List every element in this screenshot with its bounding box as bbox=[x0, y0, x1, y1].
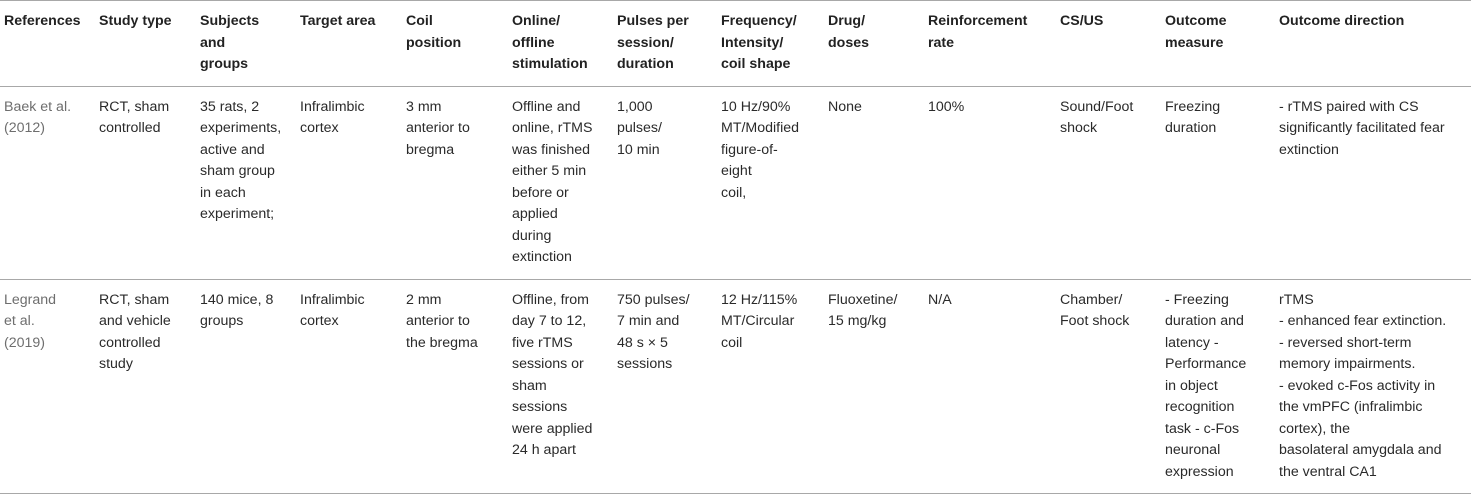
cell-text-line: RCT, sham bbox=[99, 98, 170, 115]
cell-text-line: sessions bbox=[512, 399, 568, 415]
table-cell-pulses-per-session bbox=[613, 86, 717, 279]
cell-text-line: 15 mg/kg bbox=[828, 313, 887, 329]
header-text-line: stimulation bbox=[512, 56, 588, 72]
cell-text-line: in object bbox=[1165, 377, 1218, 394]
header-text-line: Reinforcement bbox=[928, 13, 1028, 29]
cell-text-line: Fluoxetine/ bbox=[828, 291, 898, 308]
table-cell-subjects-and-groups bbox=[196, 86, 296, 279]
cell-text-line: None bbox=[828, 98, 862, 115]
column-header-online-offline-stimulation bbox=[508, 1, 613, 87]
cell-text-line: during bbox=[512, 227, 552, 244]
column-header-references bbox=[0, 1, 95, 87]
cell-text-line: Sound/Foot bbox=[1060, 98, 1134, 115]
cell-text-line: pulses/ bbox=[617, 120, 662, 136]
cell-text-line: 3 mm bbox=[406, 98, 442, 115]
column-header-frequency-intensity-coil-shape bbox=[717, 1, 824, 87]
table-cell-study-type bbox=[95, 279, 196, 494]
cell-text-line: neuronal bbox=[1165, 442, 1221, 458]
cell-text-line: RCT, sham bbox=[99, 291, 170, 308]
cell-text-line: 750 pulses/ bbox=[617, 291, 690, 308]
cell-text-line: were applied bbox=[512, 420, 593, 437]
header-text-line: References bbox=[4, 13, 81, 29]
table-cell-online-offline-stimulation bbox=[508, 279, 613, 494]
header-text-line: coil shape bbox=[721, 56, 791, 72]
cell-text-line: cortex bbox=[300, 313, 339, 329]
header-text-line: groups bbox=[200, 56, 249, 72]
cell-text-line: sessions bbox=[617, 356, 673, 372]
header-text-line: Coil bbox=[406, 13, 433, 29]
cell-text-line: day 7 to 12, bbox=[512, 313, 587, 329]
cell-text-line: cortex bbox=[300, 120, 339, 136]
cell-text-line: extinction bbox=[1279, 141, 1339, 158]
cell-text-line: Offline and bbox=[512, 98, 581, 115]
cell-text-line: experiment; bbox=[200, 206, 275, 222]
cell-text-line: was finished bbox=[512, 141, 591, 158]
header-text-line: offline bbox=[512, 34, 555, 51]
cell-text-line: - evoked c-Fos activity in bbox=[1279, 377, 1436, 394]
cell-text-line: 10 min bbox=[617, 141, 660, 158]
cell-text-line: basolateral amygdala and bbox=[1279, 442, 1442, 458]
cell-text-line: the vmPFC (infralimbic bbox=[1279, 399, 1423, 415]
cell-text-line: 140 mice, 8 bbox=[200, 291, 274, 308]
cell-text-line: latency - bbox=[1165, 334, 1219, 351]
header-text-line: Study type bbox=[99, 13, 172, 29]
header-text-line: Outcome direction bbox=[1279, 13, 1405, 29]
cell-text-line: MT/Modified bbox=[721, 120, 800, 136]
table-cell-outcome-measure bbox=[1161, 86, 1275, 279]
cell-text-line: 35 rats, 2 bbox=[200, 98, 260, 115]
cell-text-line: 10 Hz/90% bbox=[721, 98, 791, 115]
header-text-line: Intensity/ bbox=[721, 34, 784, 51]
cell-text-line: either 5 min bbox=[512, 163, 587, 179]
header-text-line: session/ bbox=[617, 34, 674, 51]
cell-text-line: experiments, bbox=[200, 120, 282, 136]
cell-text-line: Chamber/ bbox=[1060, 291, 1123, 308]
cell-text-line: and vehicle bbox=[99, 313, 171, 329]
cell-text-line: shock bbox=[1060, 120, 1098, 136]
cell-text-line: five rTMS bbox=[512, 334, 573, 351]
cell-text-line: duration bbox=[1165, 120, 1217, 136]
cell-text-line: Offline, from bbox=[512, 291, 590, 308]
table-cell-online-offline-stimulation bbox=[508, 86, 613, 279]
table-cell-references bbox=[0, 86, 95, 279]
cell-text-line: the bregma bbox=[406, 334, 478, 351]
table-cell-pulses-per-session bbox=[613, 279, 717, 494]
cell-text-line: rTMS bbox=[1279, 291, 1314, 308]
table-cell-coil-position bbox=[402, 279, 508, 494]
cell-text-line: 12 Hz/115% bbox=[721, 291, 798, 308]
cell-text-line: Foot shock bbox=[1060, 313, 1130, 329]
header-text-line: Frequency/ bbox=[721, 13, 797, 29]
cell-text-line: (2012) bbox=[4, 120, 46, 136]
column-header-cs-us bbox=[1056, 1, 1161, 87]
table-row bbox=[0, 279, 1471, 494]
column-header-drug-doses bbox=[824, 1, 924, 87]
table-cell-references bbox=[0, 279, 95, 494]
cell-text-line: Freezing bbox=[1165, 98, 1221, 115]
table-cell-frequency-intensity-coil-shape bbox=[717, 86, 824, 279]
cell-text-line: study bbox=[99, 356, 133, 372]
cell-text-line: controlled bbox=[99, 120, 161, 136]
cell-text-line: recognition bbox=[1165, 399, 1235, 415]
cell-text-line: coil bbox=[721, 334, 743, 351]
header-text-line: Outcome bbox=[1165, 13, 1227, 29]
cell-text-line: significantly facilitated fear bbox=[1279, 120, 1445, 136]
cell-text-line: sessions or bbox=[512, 356, 584, 372]
table-cell-target-area bbox=[296, 86, 402, 279]
header-text-line: Target area bbox=[300, 13, 376, 29]
cell-text-line: controlled bbox=[99, 334, 161, 351]
cell-text-line: memory impairments. bbox=[1279, 356, 1416, 372]
cell-text-line: expression bbox=[1165, 463, 1234, 480]
table-cell-coil-position bbox=[402, 86, 508, 279]
column-header-coil-position bbox=[402, 1, 508, 87]
cell-text-line: anterior to bbox=[406, 313, 470, 329]
cell-text-line: - enhanced fear extinction. bbox=[1279, 313, 1447, 329]
table-cell-cs-us bbox=[1056, 279, 1161, 494]
table-cell-reinforcement-rate bbox=[924, 86, 1056, 279]
table-cell-outcome-direction bbox=[1275, 86, 1471, 279]
cell-text-line: et al. bbox=[4, 313, 35, 329]
cell-text-line: - Freezing bbox=[1165, 291, 1229, 308]
header-text-line: Online/ bbox=[512, 13, 561, 29]
header-text-line: Subjects bbox=[200, 13, 260, 29]
cell-text-line: duration and bbox=[1165, 313, 1244, 329]
cell-text-line: coil, bbox=[721, 184, 747, 201]
cell-text-line: Infralimbic bbox=[300, 291, 365, 308]
cell-text-line: sham bbox=[512, 377, 547, 394]
column-header-subjects-and-groups bbox=[196, 1, 296, 87]
cell-text-line: 48 s × 5 bbox=[617, 334, 668, 351]
table-cell-study-type bbox=[95, 86, 196, 279]
cell-text-line: 2 mm bbox=[406, 291, 442, 308]
cell-text-line: before or bbox=[512, 184, 569, 201]
cell-text-line: active and bbox=[200, 141, 265, 158]
cell-text-line: the ventral CA1 bbox=[1279, 463, 1377, 480]
header-text-line: Drug/ bbox=[828, 13, 866, 29]
cell-text-line: Legrand bbox=[4, 291, 57, 308]
cell-text-line: - reversed short-term bbox=[1279, 334, 1412, 351]
cell-text-line: eight bbox=[721, 163, 752, 179]
table-cell-reinforcement-rate bbox=[924, 279, 1056, 494]
cell-text-line: online, rTMS bbox=[512, 120, 593, 136]
column-header-outcome-direction bbox=[1275, 1, 1471, 87]
cell-text-line: - rTMS paired with CS bbox=[1279, 98, 1419, 115]
cell-text-line: applied bbox=[512, 206, 558, 222]
header-text-line: measure bbox=[1165, 34, 1224, 51]
cell-text-line: 100% bbox=[928, 98, 965, 115]
table-header bbox=[0, 1, 1471, 87]
header-row bbox=[0, 1, 1471, 87]
cell-text-line: Performance bbox=[1165, 356, 1247, 372]
cell-text-line: N/A bbox=[928, 291, 952, 308]
cell-text-line: figure-of- bbox=[721, 141, 778, 158]
cell-text-line: task - c-Fos bbox=[1165, 420, 1240, 437]
cell-text-line: Infralimbic bbox=[300, 98, 365, 115]
cell-text-line: 1,000 bbox=[617, 98, 653, 115]
header-text-line: duration bbox=[617, 56, 674, 72]
column-header-outcome-measure bbox=[1161, 1, 1275, 87]
table-cell-cs-us bbox=[1056, 86, 1161, 279]
cell-text-line: anterior to bbox=[406, 120, 470, 136]
header-text-line: and bbox=[200, 34, 226, 51]
cell-text-line: 7 min and bbox=[617, 313, 680, 329]
cell-text-line: cortex), the bbox=[1279, 420, 1350, 437]
header-text-line: position bbox=[406, 34, 462, 51]
header-text-line: CS/US bbox=[1060, 13, 1104, 29]
header-text-line: Pulses per bbox=[617, 13, 689, 29]
table-cell-subjects-and-groups bbox=[196, 279, 296, 494]
column-header-reinforcement-rate bbox=[924, 1, 1056, 87]
cell-text-line: Baek et al. bbox=[4, 98, 72, 115]
cell-text-line: groups bbox=[200, 313, 244, 329]
column-header-pulses-per-session bbox=[613, 1, 717, 87]
table-cell-outcome-measure bbox=[1161, 279, 1275, 494]
cell-text-line: (2019) bbox=[4, 334, 46, 351]
column-header-target-area bbox=[296, 1, 402, 87]
table-cell-outcome-direction bbox=[1275, 279, 1471, 494]
header-text-line: doses bbox=[828, 34, 870, 51]
cell-text-line: in each bbox=[200, 184, 246, 201]
table-body bbox=[0, 86, 1471, 494]
table-row bbox=[0, 86, 1471, 279]
header-text-line: rate bbox=[928, 34, 955, 51]
cell-text-line: MT/Circular bbox=[721, 313, 795, 329]
table-cell-frequency-intensity-coil-shape bbox=[717, 279, 824, 494]
cell-text-line: bregma bbox=[406, 141, 455, 158]
column-header-study-type bbox=[95, 1, 196, 87]
table-cell-drug-doses bbox=[824, 279, 924, 494]
table-cell-drug-doses bbox=[824, 86, 924, 279]
cell-text-line: 24 h apart bbox=[512, 442, 576, 458]
cell-text-line: extinction bbox=[512, 249, 572, 265]
cell-text-line: sham group bbox=[200, 163, 275, 179]
table-cell-target-area bbox=[296, 279, 402, 494]
